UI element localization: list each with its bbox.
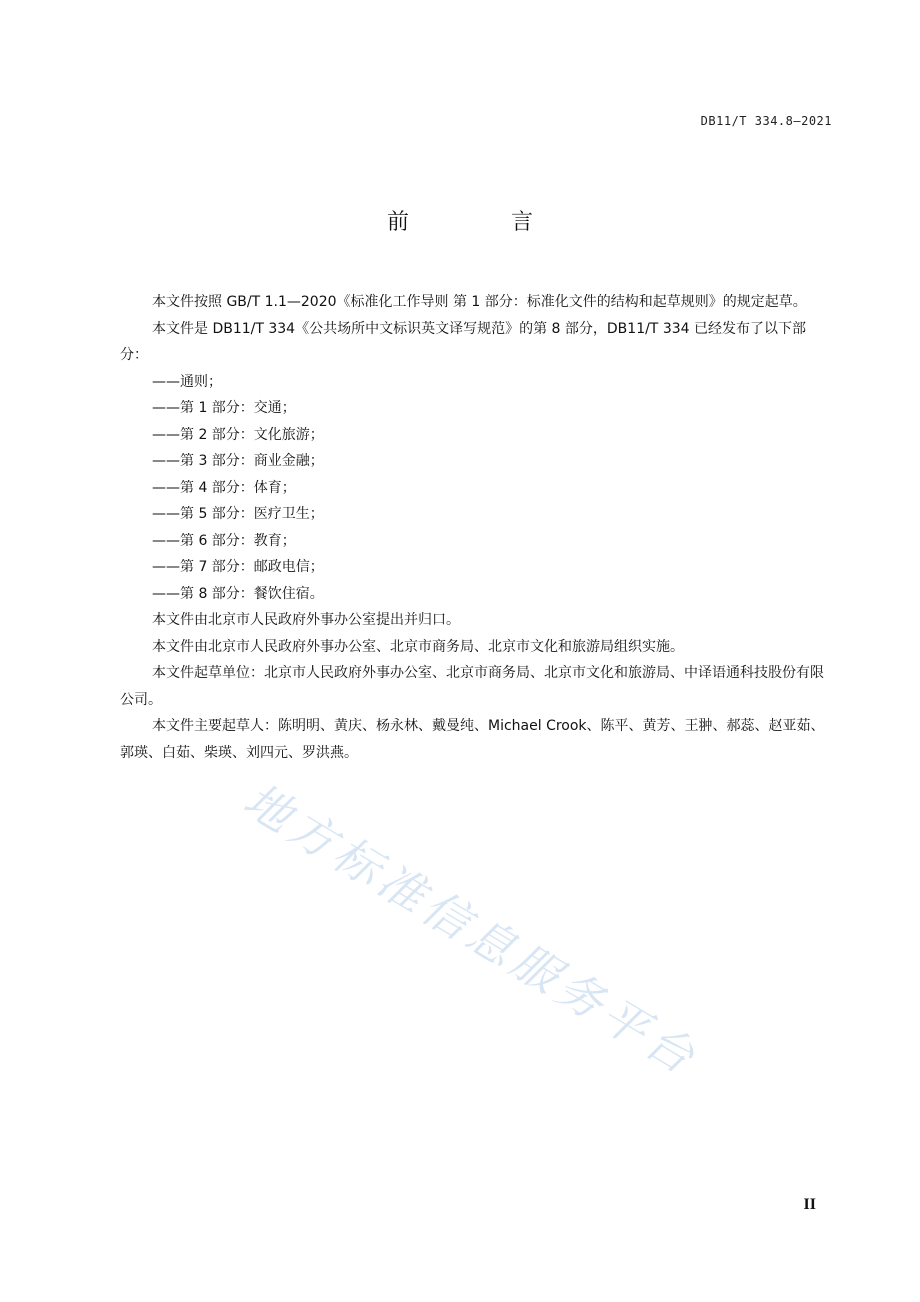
page-number: II <box>803 1196 816 1213</box>
list-item: ——第 1 部分：交通； <box>152 400 296 416</box>
page-title: 前 言 <box>386 210 573 235</box>
paragraph-drafting-basis: 本文件按照 GB/T 1.1—2020《标准化工作导则 第 1 部分：标准化文件的结构和起草规则》的规定起草。 <box>152 294 807 310</box>
paragraph-drafting-units: 本文件起草单位：北京市人民政府外事办公室、北京市商务局、北京市文化和旅游局、中译语通科技股份有限公司。 <box>120 665 824 708</box>
paragraph-implementers: 本文件由北京市人民政府外事办公室、北京市商务局、北京市文化和旅游局组织实施。 <box>152 638 684 655</box>
list-item: ——第 5 部分：医疗卫生； <box>152 506 324 522</box>
list-item: ——第 7 部分：邮政电信； <box>152 559 324 575</box>
list-item: ——第 3 部分：商业金融； <box>152 453 324 469</box>
document-code: DB11/T 334.8—2021 <box>700 114 832 128</box>
document-body <box>120 289 832 766</box>
list-item: ——第 6 部分：教育； <box>152 532 296 549</box>
paragraph-series-info: 本文件是 DB11/T 334《公共场所中文标识英文译写规范》的第 8 部分，DB11/T 334 已经发布了以下部分： <box>120 320 806 363</box>
paragraph-proposer: 本文件由北京市人民政府外事办公室提出并归口。 <box>152 612 460 628</box>
watermark: 地方标准信息服务平台 <box>234 772 709 1087</box>
list-item: ——第 4 部分：体育； <box>152 479 296 496</box>
list-item: ——第 2 部分：文化旅游； <box>152 426 324 443</box>
list-item: ——通则； <box>152 373 222 390</box>
list-item: ——第 8 部分：餐饮住宿。 <box>152 585 324 602</box>
paragraph-drafters: 本文件主要起草人：陈明明、黄庆、杨永林、戴曼纯、Michael Crook、陈平、黄芳、王翀、郝蕊、赵亚茹、郭瑛、白茹、柴瑛、刘四元、罗洪燕。 <box>120 718 825 761</box>
